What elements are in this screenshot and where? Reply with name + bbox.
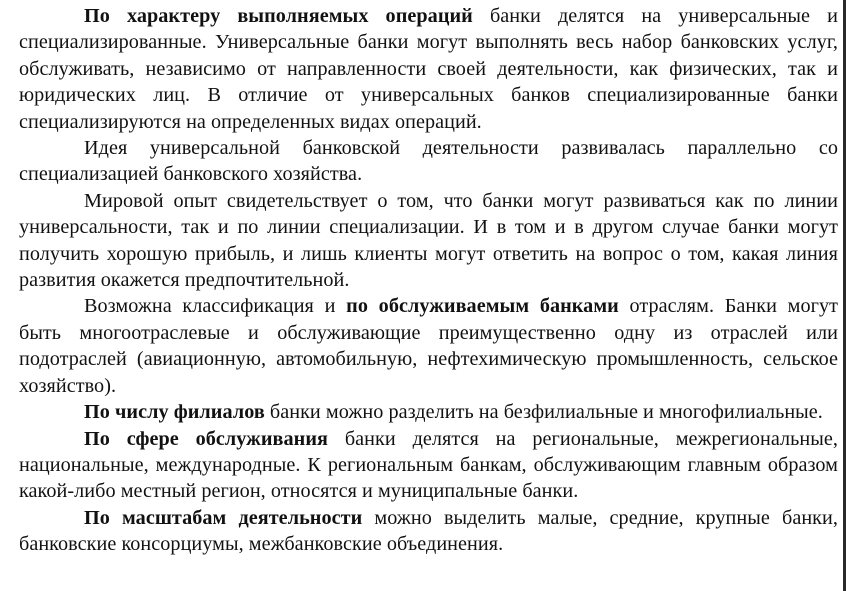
paragraph-text: Идея универсальной банковской деятельности развивалась параллельно со специализацией банковского хозяйства. [19,137,838,186]
paragraph-lead-bold: по обслуживаемым банками [346,295,619,318]
paragraph-by-scale [19,505,838,558]
paragraph-by-branches [19,399,838,425]
paragraph-text: можно выделить малые, средние, крупные банки, банковские консорциумы, межбанковские объединения. [19,506,838,556]
paragraph-text: банки делятся на региональные, межрегиональные, национальные, международные. К региональным банкам, обслуживающим главным образом какой-либо местный регион, относятся и муниципальные банки. [19,427,839,503]
paragraph-world-experience [19,188,838,294]
paragraph-universal-idea [19,135,838,188]
paragraph-by-service-area [19,426,838,505]
paragraph-text: Мировой опыт свидетельствует о том, что банки могут развиваться как по линии универсальности, так и по линии специализации. И в том и в другом случае банки могут получить хорошую прибыль, и лишь клиенты могут ответить на вопрос о том, какая линия развития окажется предпочтительной. [19,189,838,292]
paragraph-text: отраслям. Банки могут быть многоотраслевые и обслуживающие преимущественно одну из отраслей или подотраслей (авиационную, автомобильную, нефтехимическую промышленность, сельское хозяйство). [19,295,838,397]
paragraph-text: банки делятся на универсальные и специализированные. Универсальные банки могут выполнять весь набор банковских услуг, обслуживать, независимо от направленности своей деятельности, как физических, так и юридических лиц. В отличие от универсальных банков специализированные банки специализируются на определенных видах операций. [19,5,838,133]
paragraph-pre-text: Возможна классификация и [84,295,347,318]
paragraph-lead-bold: По числу филиалов [84,401,265,424]
paragraph-by-industries [19,293,838,399]
paragraph-lead-bold: По масштабам деятельности [84,506,363,529]
paragraph-lead-bold: По сфере обслуживания [84,427,328,450]
paragraph-by-operations [19,3,838,135]
paragraph-text: банки можно разделить на безфилиальные и многофилиальные. [264,401,823,424]
paragraph-lead-bold: По характеру выполняемых операций [84,5,473,27]
